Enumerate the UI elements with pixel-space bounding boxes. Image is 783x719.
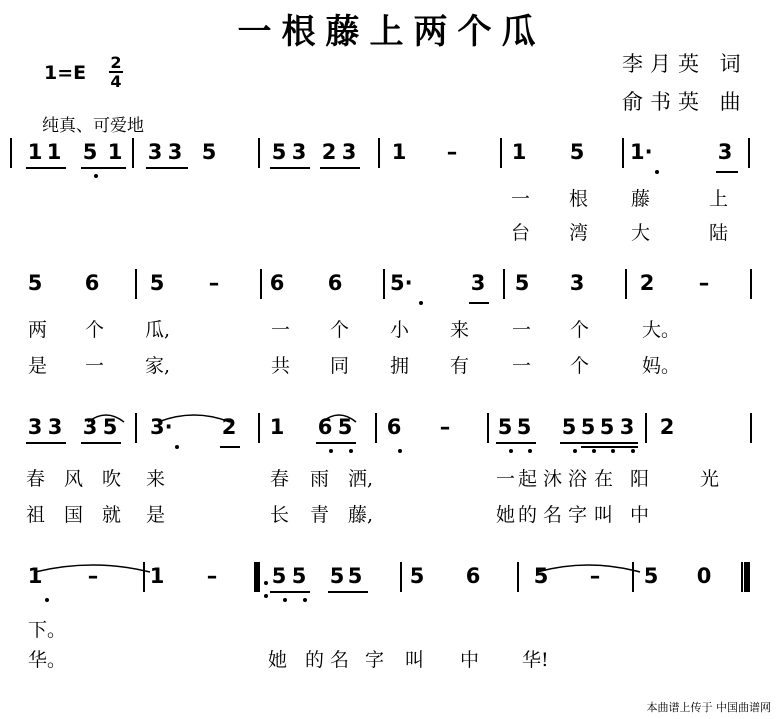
lyric-verse-2: 个 (570, 355, 590, 377)
note: 5 (329, 564, 345, 588)
lyric-verse-1: 一 (271, 319, 291, 341)
note: 3· (150, 415, 173, 439)
lyric-verse-2: 有 (450, 355, 470, 377)
tempo-marking: 纯真、可爱地 (42, 116, 144, 136)
note: – (446, 140, 458, 164)
note: 1 (391, 140, 407, 164)
lyric-verse-2: 她 (268, 649, 288, 671)
lyric-verse-2: 家, (145, 355, 171, 377)
note: 1 (269, 415, 285, 439)
note: – (589, 564, 601, 588)
lyric-verse-2: 台 (511, 222, 531, 244)
slur (158, 415, 230, 422)
lyric-verse-1: 瓜, (145, 319, 171, 341)
note: – (87, 564, 99, 588)
note: 3 (341, 140, 357, 164)
lyricist-credit: 李月英 词 (622, 52, 748, 76)
note: 5 (569, 140, 585, 164)
lyric-verse-1: 光 (700, 468, 720, 490)
slur (35, 565, 150, 572)
lyric-verse-2: 的 (305, 649, 325, 671)
note: 5 (514, 271, 530, 295)
song-title: 一根藤上两个瓜 (237, 12, 546, 52)
lyric-verse-2: 中 (630, 504, 650, 526)
lyric-verse-1: 春 (26, 468, 46, 490)
key-signature: 1=E (44, 62, 87, 84)
lyric-verse-2: 叫 (594, 504, 614, 526)
lyric-verse-2: 的 (518, 504, 538, 526)
lyric-verse-1: 雨 (310, 468, 330, 490)
note: 5 (497, 415, 513, 439)
lyric-verse-1: 来 (146, 468, 166, 490)
slur (88, 415, 124, 422)
lyric-verse-1: 风 (64, 468, 84, 490)
lyric-verse-2: 中 (460, 649, 480, 671)
lyric-verse-2: 青 (310, 504, 330, 526)
lyric-verse-1: 上 (709, 188, 729, 210)
note: – (439, 415, 451, 439)
note: 1· (630, 140, 653, 164)
slur (537, 565, 640, 572)
note: 6 (465, 564, 481, 588)
lyric-verse-2: 一 (85, 355, 105, 377)
lyric-verse-2: 藤, (348, 504, 374, 526)
note: 5 (291, 564, 307, 588)
note: 2 (221, 415, 237, 439)
lyric-verse-1: 洒, (348, 468, 374, 490)
note: 3 (147, 140, 163, 164)
lyric-verse-1: 来 (450, 319, 470, 341)
footer-credit: 本曲谱上传于 中国曲谱网 (646, 701, 771, 714)
lyric-verse-2: 华! (522, 649, 549, 671)
lyric-verse-2: 字 (365, 649, 385, 671)
note: 6 (386, 415, 402, 439)
lyric-verse-2: 国 (64, 504, 84, 526)
note: 1 (107, 140, 123, 164)
lyric-verse-1: 大。 (642, 319, 681, 341)
note: 1 (27, 564, 43, 588)
note: 5 (337, 415, 353, 439)
note: 3 (470, 271, 486, 295)
lyric-verse-1: 浴 (568, 468, 588, 490)
note: 3 (27, 415, 43, 439)
lyric-verse-2: 湾 (569, 222, 589, 244)
repeat-dot (264, 594, 268, 598)
note: 6 (327, 271, 343, 295)
final-bar (744, 562, 749, 592)
lyric-verse-2: 祖 (26, 504, 46, 526)
lyric-verse-1: 下。 (28, 619, 67, 641)
note: 1 (149, 564, 165, 588)
lyric-verse-1: 根 (569, 188, 589, 210)
lyric-verse-2: 拥 (390, 355, 410, 377)
lyric-verse-1: 阳 (630, 468, 650, 490)
lyric-verse-1: 春 (270, 468, 290, 490)
note: 3 (167, 140, 183, 164)
note: 5 (82, 140, 98, 164)
lyric-verse-2: 一 (512, 355, 532, 377)
note: 5 (201, 140, 217, 164)
note: 3 (82, 415, 98, 439)
lyric-verse-1: 个 (85, 319, 105, 341)
note: – (206, 564, 218, 588)
lyric-verse-2: 名 (543, 504, 563, 526)
lyric-verse-2: 她 (496, 504, 516, 526)
note: 5 (271, 140, 287, 164)
lyric-verse-2: 长 (270, 504, 290, 526)
lyric-verse-1: 一 (512, 319, 532, 341)
note: 5 (561, 415, 577, 439)
note: 5 (643, 564, 659, 588)
lyric-verse-2: 大 (631, 222, 651, 244)
lyric-verse-2: 名 (330, 649, 350, 671)
lyric-verse-2: 陆 (709, 222, 729, 244)
lyric-verse-2: 妈。 (642, 355, 681, 377)
note: 5 (102, 415, 118, 439)
lyric-verse-1: 吹 (102, 468, 122, 490)
lyric-verse-1: 两 (28, 319, 48, 341)
note: 3 (717, 140, 733, 164)
note: 5 (580, 415, 596, 439)
note: 5 (516, 415, 532, 439)
note: 3 (569, 271, 585, 295)
note: 6 (269, 271, 285, 295)
note: 1 (46, 140, 62, 164)
note: 5 (599, 415, 615, 439)
note: 3 (47, 415, 63, 439)
lyric-verse-1: 藤 (631, 188, 651, 210)
lyric-verse-2: 叫 (405, 649, 425, 671)
note: 2 (659, 415, 675, 439)
time-denominator: 4 (110, 72, 122, 91)
note: 1 (27, 140, 43, 164)
note: 5 (347, 564, 363, 588)
note: 2 (321, 140, 337, 164)
lyric-verse-2: 字 (568, 504, 588, 526)
lyric-verse-1: 起 (518, 468, 538, 490)
note: – (208, 271, 220, 295)
lyric-verse-2: 共 (271, 355, 291, 377)
time-numerator: 2 (110, 53, 122, 72)
note: 1 (511, 140, 527, 164)
note: 3 (291, 140, 307, 164)
lyric-verse-2: 华。 (28, 649, 67, 671)
repeat-bar (254, 562, 258, 592)
note: 5 (409, 564, 425, 588)
lyric-verse-1: 在 (594, 468, 614, 490)
composer-credit: 俞书英 曲 (622, 90, 748, 114)
lyric-verse-1: 一 (511, 188, 531, 210)
lyric-verse-2: 是 (28, 355, 48, 377)
lyric-verse-1: 一 (496, 468, 516, 490)
note: 2 (639, 271, 655, 295)
note: 5 (149, 271, 165, 295)
lyric-verse-1: 个 (570, 319, 590, 341)
lyric-verse-1: 个 (330, 319, 350, 341)
repeat-dot (264, 581, 268, 585)
note: 6 (317, 415, 333, 439)
note: – (698, 271, 710, 295)
lyric-verse-1: 沐 (543, 468, 563, 490)
lyric-verse-2: 是 (146, 504, 166, 526)
slur (322, 415, 356, 422)
lyric-verse-1: 小 (390, 319, 410, 341)
lyric-verse-2: 就 (102, 504, 122, 526)
note: 5 (27, 271, 43, 295)
note: 5 (271, 564, 287, 588)
note: 6 (84, 271, 100, 295)
lyric-verse-2: 同 (330, 355, 350, 377)
note: 5· (390, 271, 413, 295)
note: 3 (619, 415, 635, 439)
note: 5 (533, 564, 549, 588)
note: 0 (696, 564, 712, 588)
